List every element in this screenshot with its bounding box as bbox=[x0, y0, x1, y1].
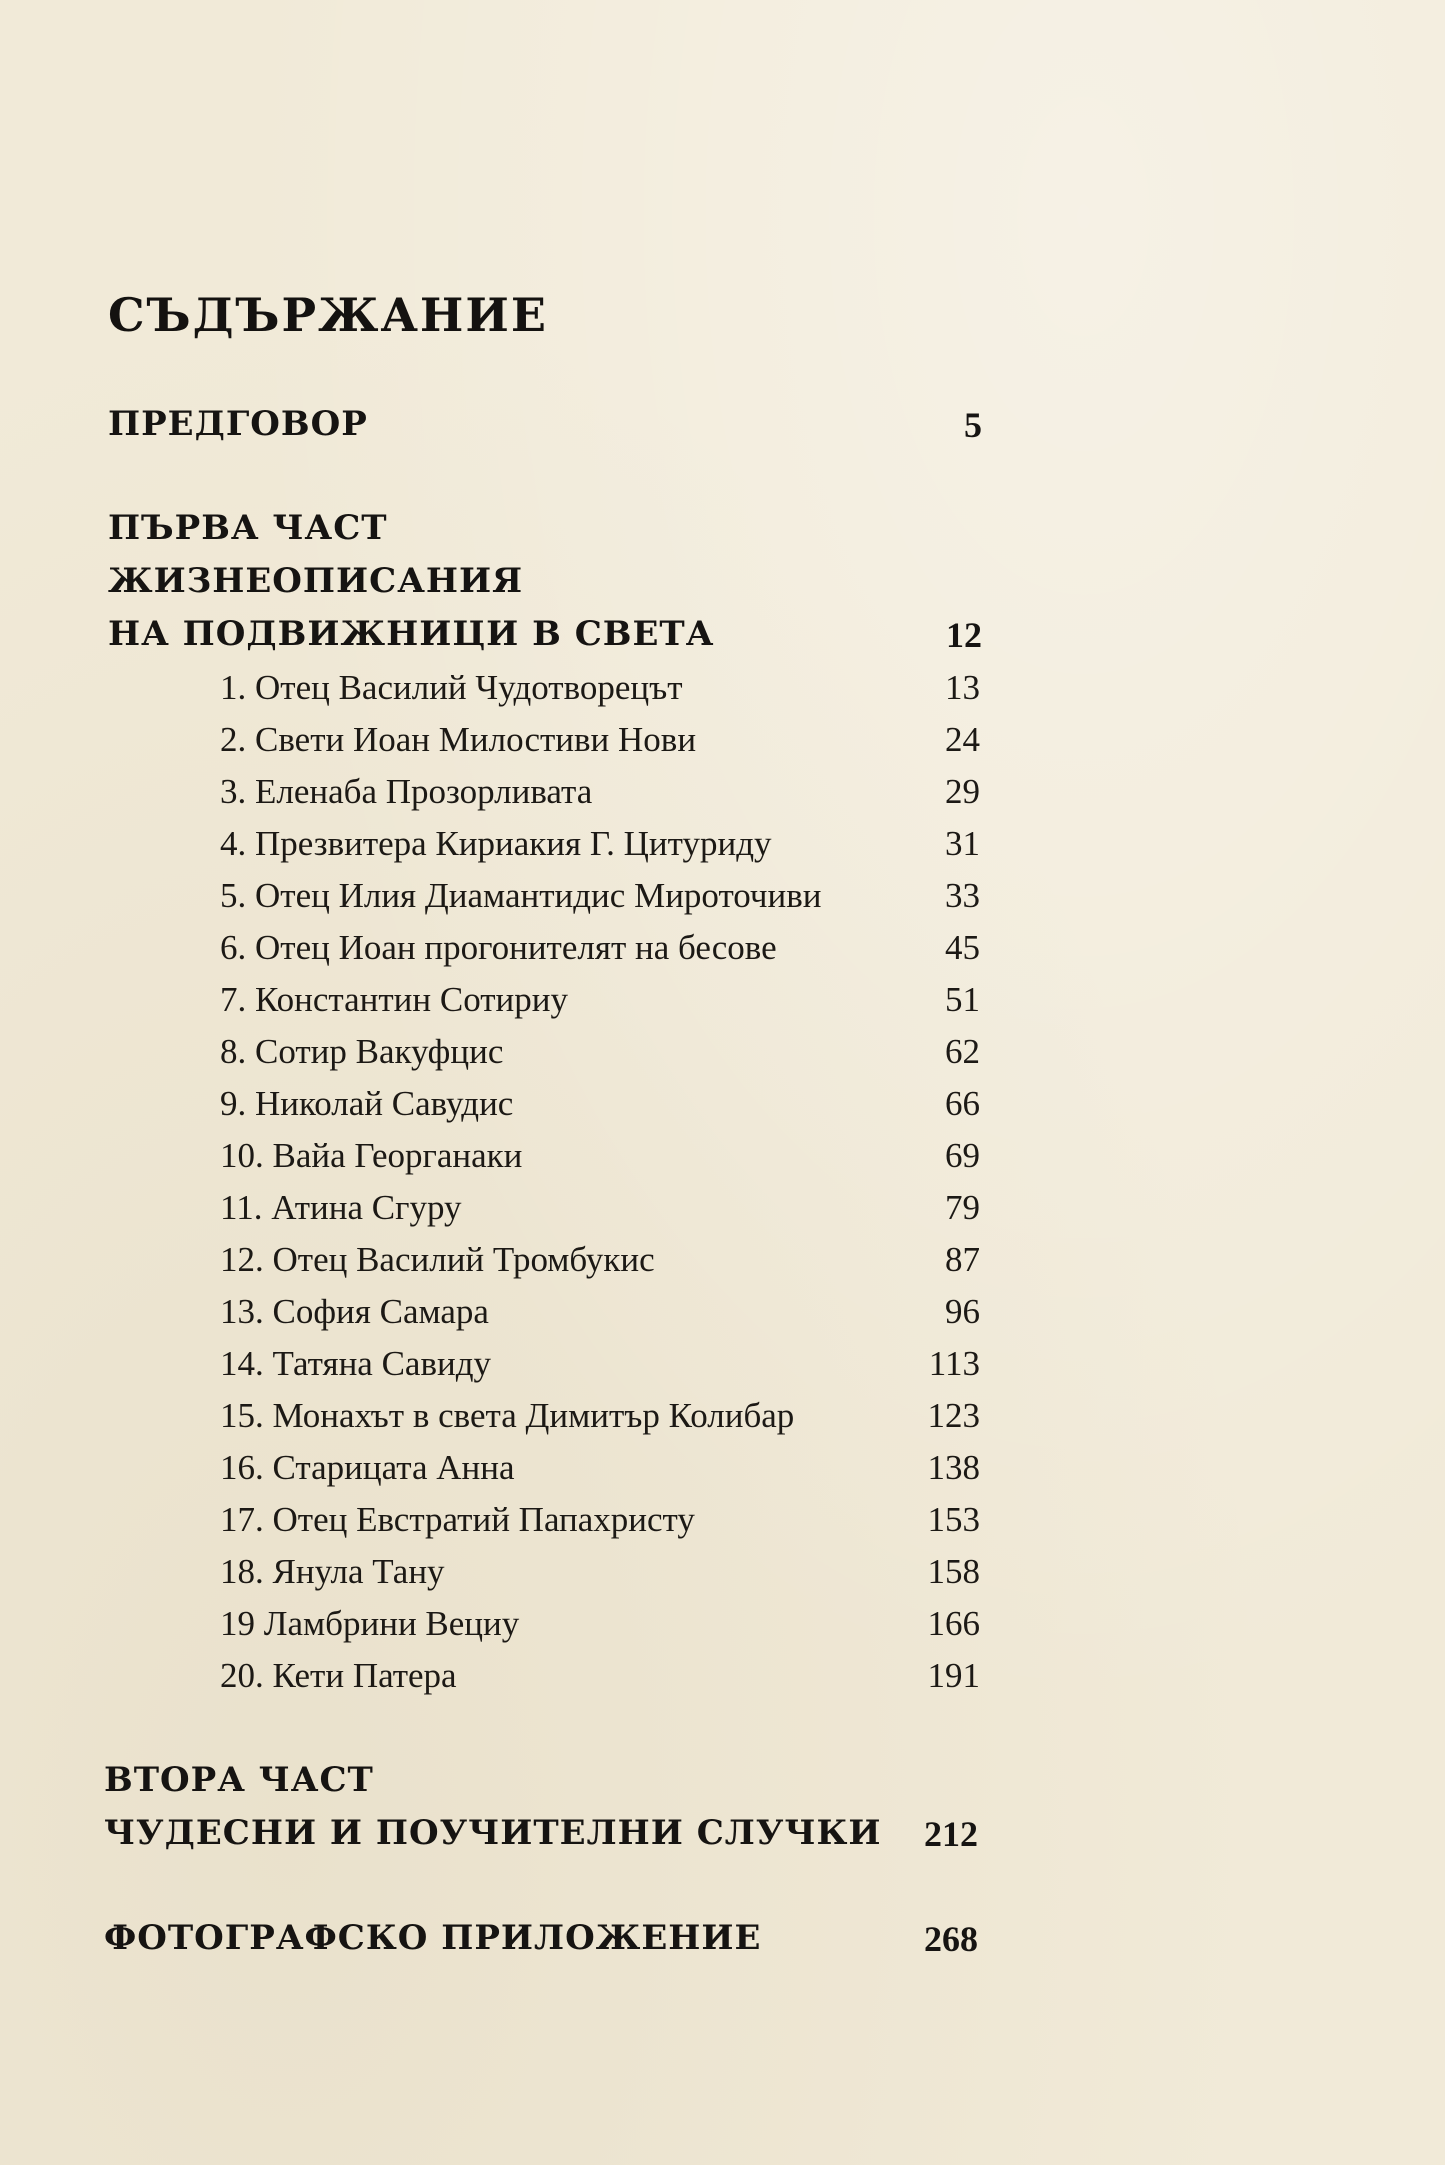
appendix-page-number: 268 bbox=[924, 1919, 978, 1959]
toc-entry-label: 18. Янула Тану bbox=[220, 1552, 445, 1591]
toc-entry-page: 138 bbox=[927, 1448, 980, 1487]
part1-heading-line1: ПЪРВА ЧАСТ bbox=[108, 508, 388, 548]
toc-entry-page: 166 bbox=[927, 1604, 980, 1643]
toc-entry-page: 66 bbox=[945, 1084, 980, 1123]
toc-entry bbox=[220, 1188, 980, 1238]
toc-entry-page: 45 bbox=[945, 928, 980, 967]
toc-entry-label: 14. Татяна Савиду bbox=[220, 1344, 492, 1383]
toc-entry-label: 11. Атина Сгуру bbox=[220, 1188, 462, 1227]
toc-entry-label: 3. Еленаба Прозорливата bbox=[220, 772, 593, 811]
toc-entry bbox=[220, 1656, 980, 1706]
preface-page-number: 5 bbox=[964, 405, 982, 445]
toc-entry-page: 153 bbox=[927, 1500, 980, 1539]
toc-entry-label: 7. Константин Сотириу bbox=[220, 980, 569, 1019]
toc-entry bbox=[220, 1240, 980, 1290]
toc-entry bbox=[220, 1084, 980, 1134]
toc-entry-page: 62 bbox=[945, 1032, 980, 1071]
part2-heading-line2: ЧУДЕСНИ И ПОУЧИТЕЛНИ СЛУЧКИ bbox=[104, 1813, 882, 1853]
toc-entry-page: 113 bbox=[928, 1344, 980, 1383]
toc-entry bbox=[220, 1448, 980, 1498]
toc-entry bbox=[220, 1604, 980, 1654]
toc-entry-label: 13. София Самара bbox=[220, 1292, 489, 1331]
toc-entry bbox=[220, 1552, 980, 1602]
toc-entry-page: 24 bbox=[945, 720, 980, 759]
toc-entry bbox=[220, 1344, 980, 1394]
toc-entry-page: 51 bbox=[945, 980, 980, 1019]
toc-entry bbox=[220, 928, 980, 978]
toc-entry bbox=[220, 720, 980, 770]
toc-entry-label: 19 Ламбрини Вециу bbox=[220, 1604, 520, 1643]
part1-page-number: 12 bbox=[946, 615, 982, 655]
toc-entry-page: 13 bbox=[945, 668, 980, 707]
toc-entry-label: 16. Старицата Анна bbox=[220, 1448, 515, 1487]
page-title: СЪДЪРЖАНИЕ bbox=[108, 288, 548, 342]
toc-entry bbox=[220, 1292, 980, 1342]
toc-entry-label: 10. Вайа Георганаки bbox=[220, 1136, 523, 1175]
preface-heading: ПРЕДГОВОР bbox=[108, 404, 368, 444]
toc-entry-label: 1. Отец Василий Чудотворецът bbox=[220, 668, 683, 707]
toc-entry-label: 5. Отец Илия Диамантидис Мироточиви bbox=[220, 876, 822, 915]
toc-entry-page: 96 bbox=[945, 1292, 980, 1331]
toc-entry bbox=[220, 1500, 980, 1550]
toc-entry-page: 158 bbox=[927, 1552, 980, 1591]
appendix-heading: ФОТОГРАФСКО ПРИЛОЖЕНИЕ bbox=[104, 1918, 762, 1958]
toc-entry-page: 33 bbox=[945, 876, 980, 915]
toc-entry-page: 79 bbox=[945, 1188, 980, 1227]
toc-entry-label: 2. Свети Иоан Милостиви Нови bbox=[220, 720, 697, 759]
toc-entry-page: 87 bbox=[945, 1240, 980, 1279]
toc-entry-page: 31 bbox=[945, 824, 980, 863]
part1-heading-line3: НА ПОДВИЖНИЦИ В СВЕТА bbox=[108, 614, 715, 654]
toc-entry bbox=[220, 1396, 980, 1446]
toc-entry bbox=[220, 980, 980, 1030]
part2-heading-line1: ВТОРА ЧАСТ bbox=[104, 1760, 374, 1800]
toc-entry-label: 15. Монахът в света Димитър Колибар bbox=[220, 1396, 795, 1435]
toc-entry-page: 29 bbox=[945, 772, 980, 811]
toc-entry-label: 17. Отец Евстратий Папахристу bbox=[220, 1500, 695, 1539]
toc-entry-page: 191 bbox=[927, 1656, 980, 1695]
toc-entry-page: 69 bbox=[945, 1136, 980, 1175]
toc-entry-label: 4. Презвитера Кириакия Г. Цитуриду bbox=[220, 824, 772, 863]
toc-entry-label: 8. Сотир Вакуфцис bbox=[220, 1032, 504, 1071]
part1-heading-line2: ЖИЗНЕОПИСАНИЯ bbox=[108, 561, 524, 601]
toc-entry bbox=[220, 772, 980, 822]
toc-entry bbox=[220, 824, 980, 874]
toc-entry bbox=[220, 1136, 980, 1186]
toc-entry-label: 9. Николай Савудис bbox=[220, 1084, 514, 1123]
toc-entry bbox=[220, 876, 980, 926]
toc-entry-label: 20. Кети Патера bbox=[220, 1656, 457, 1695]
toc-entry bbox=[220, 1032, 980, 1082]
toc-entry bbox=[220, 668, 980, 718]
toc-entry-page: 123 bbox=[927, 1396, 980, 1435]
part2-page-number: 212 bbox=[924, 1814, 978, 1854]
toc-entry-label: 12. Отец Василий Тромбукис bbox=[220, 1240, 655, 1279]
toc-entry-label: 6. Отец Иоан прогонителят на бесове bbox=[220, 928, 777, 967]
